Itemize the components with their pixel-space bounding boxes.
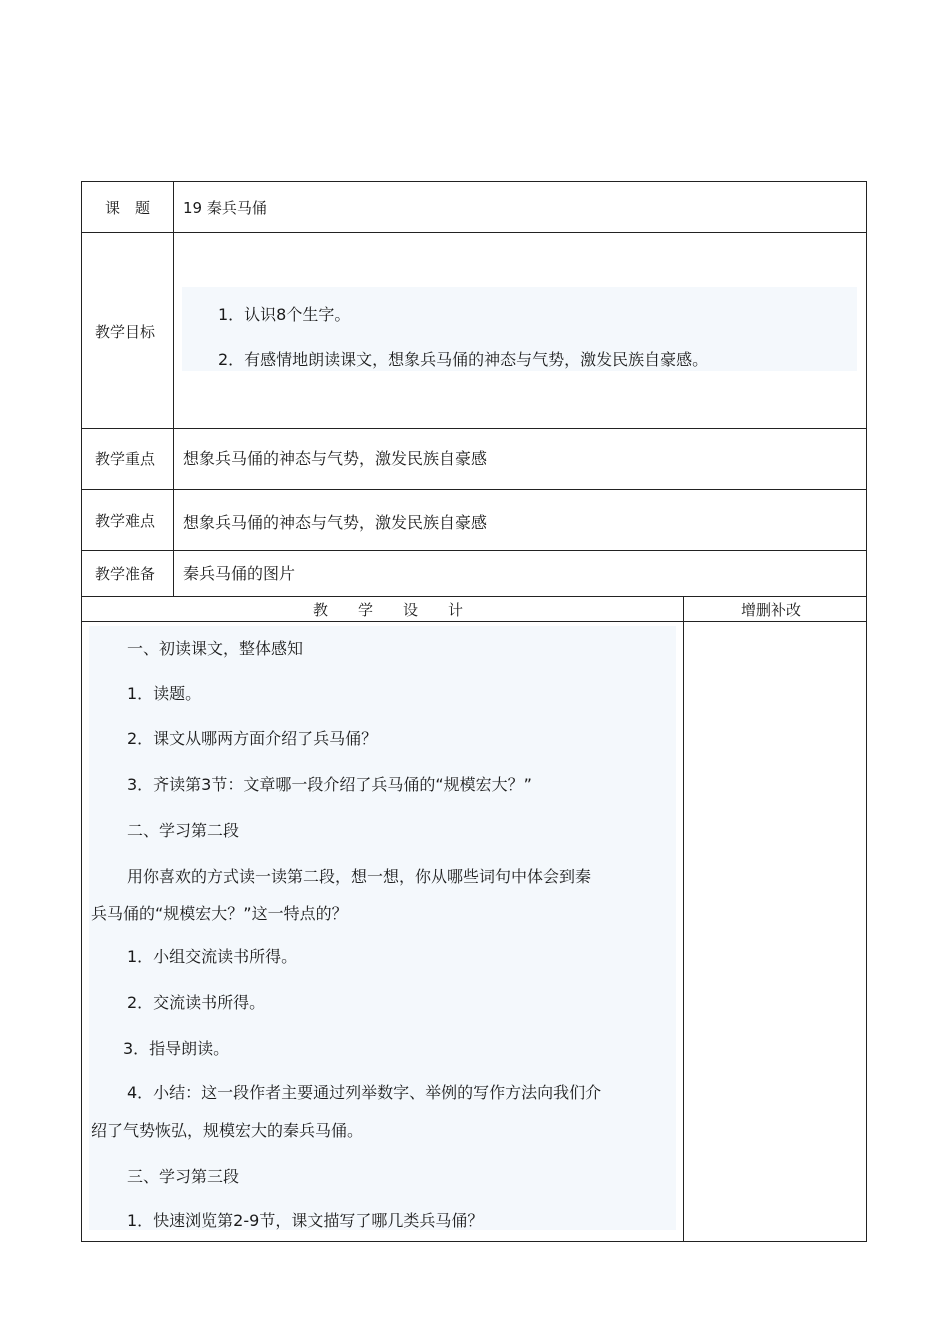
table-left-border: [81, 181, 82, 1242]
difficulty-label: 教学难点: [95, 512, 156, 530]
design-line: 1．小组交流读书所得。: [127, 947, 298, 966]
design-line: 兵马俑的“规模宏大？”这一特点的？: [91, 904, 348, 923]
row-divider: [81, 428, 867, 429]
goals-label: 教学目标: [95, 323, 156, 341]
goal-item: 1．认识8个生字。: [218, 305, 351, 324]
row-divider: [81, 596, 867, 597]
design-line: 1．快速浏览第2-9节，课文描写了哪几类兵马俑？: [127, 1211, 484, 1230]
topic-value: 19 秦兵马俑: [183, 199, 267, 217]
design-line: 2．课文从哪两方面介绍了兵马俑？: [127, 729, 378, 748]
design-line: 2．交流读书所得。: [127, 993, 266, 1012]
lesson-plan-table: [81, 181, 867, 1242]
table-top-border: [81, 181, 867, 182]
design-line: 用你喜欢的方式读一读第二段，想一想，你从哪些词句中体会到秦: [127, 867, 592, 886]
key-point-label: 教学重点: [95, 450, 156, 468]
design-line: 3．齐读第3节：文章哪一段介绍了兵马俑的“规模宏大？”: [127, 775, 532, 794]
notes-column-divider: [683, 596, 684, 1242]
design-line: 一、初读课文，整体感知: [127, 639, 304, 658]
topic-label: 课 题: [105, 199, 151, 217]
row-divider: [81, 489, 867, 490]
design-line: 1．读题。: [127, 684, 202, 703]
key-point-value: 想象兵马俑的神态与气势，激发民族自豪感: [183, 449, 488, 468]
design-line: 3．指导朗读。: [123, 1039, 230, 1058]
design-header: 教 学 设 计: [313, 601, 464, 619]
row-divider: [81, 621, 867, 622]
label-column-divider: [173, 181, 174, 596]
design-line: 4．小结：这一段作者主要通过列举数字、举例的写作方法向我们介: [127, 1083, 602, 1102]
table-bottom-border: [81, 1241, 867, 1242]
preparation-value: 秦兵马俑的图片: [183, 564, 296, 583]
preparation-label: 教学准备: [95, 565, 156, 583]
table-right-border: [866, 181, 867, 1242]
row-divider: [81, 232, 867, 233]
notes-header: 增删补改: [741, 601, 802, 619]
row-divider: [81, 550, 867, 551]
design-line: 三、学习第三段: [127, 1167, 240, 1186]
design-line: 绍了气势恢弘，规模宏大的秦兵马俑。: [91, 1121, 364, 1140]
goal-item: 2．有感情地朗读课文，想象兵马俑的神态与气势，激发民族自豪感。: [218, 350, 709, 369]
design-line: 二、学习第二段: [127, 821, 240, 840]
difficulty-value: 想象兵马俑的神态与气势，激发民族自豪感: [183, 513, 488, 532]
